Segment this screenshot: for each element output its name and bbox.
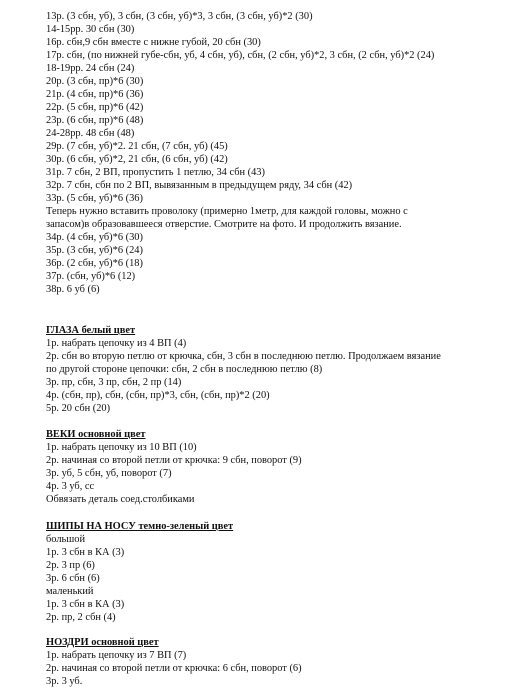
- row-text: 24-28рр. 48 сбн (48): [46, 128, 135, 139]
- row-text: 20р. (3 сбн, пр)*6 (30): [46, 76, 144, 87]
- row-text: 1р. набрать цепочку из 10 ВП (10): [46, 442, 197, 453]
- row-text: 21р. (4 сбн, пр)*6 (36): [46, 89, 144, 100]
- row-text: 5р. 20 сбн (20): [46, 403, 111, 414]
- row-text: по другой стороне цепочки: сбн, 2 сбн в последнюю петлю (8): [46, 364, 323, 375]
- row-text: 3р. 6 сбн (6): [46, 573, 100, 584]
- section-heading-eyelids: ВЕКИ основной цвет: [46, 429, 146, 440]
- subheading-text: маленький: [46, 586, 94, 597]
- eyelids-section: [46, 428, 496, 506]
- row-text: 2р. 3 пр (6): [46, 560, 95, 571]
- row-text: 2р. пр, 2 сбн (4): [46, 612, 116, 623]
- row-text: 1р. набрать цепочку из 7 ВП (7): [46, 650, 187, 661]
- nose-spikes-section: [46, 520, 496, 624]
- row-text: 3р. уб, 5 сбн, уб, поворот (7): [46, 468, 172, 479]
- row-text: 35р. (3 сбн, уб)*6 (24): [46, 245, 143, 256]
- row-text: 2р. начиная со второй петли от крючка: 6 сбн, поворот (6): [46, 663, 302, 674]
- row-text: 23р. (6 сбн, пр)*6 (48): [46, 115, 144, 126]
- row-text: 13р. (3 сбн, уб), 3 сбн, (3 сбн, уб)*3, 3 сбн, (3 сбн, уб)*2 (30): [46, 11, 313, 22]
- row-text: 2р. начиная со второй петли от крючка: 9 сбн, поворот (9): [46, 455, 302, 466]
- row-text: 29р. (7 сбн, уб)*2. 21 сбн, (7 сбн, уб) (45): [46, 141, 228, 152]
- row-text: 2р. сбн во вторую петлю от крючка, сбн, 3 сбн в последнюю петлю. Продолжаем вязание: [46, 351, 441, 362]
- head-rows-section: [46, 10, 496, 296]
- row-text: 32р. 7 сбн, сбн по 2 ВП, вывязанным в предыдущем ряду, 34 сбн (42): [46, 180, 353, 191]
- row-text: 34р. (4 сбн, уб)*6 (30): [46, 232, 143, 243]
- subheading-text: большой: [46, 534, 86, 545]
- section-heading-spikes: ШИПЫ НА НОСУ темно-зеленый цвет: [46, 521, 234, 532]
- row-text: 4р. 3 уб, сс: [46, 481, 95, 492]
- instruction-text: Теперь нужно вставить проволоку (примерно 1метр, для каждой головы, можно с: [46, 206, 408, 217]
- row-text: 3р. пр, сбн, 3 пр, сбн, 2 пр (14): [46, 377, 182, 388]
- row-text: 1р. набрать цепочку из 4 ВП (4): [46, 338, 187, 349]
- nostrils-section: [46, 636, 496, 688]
- section-heading-eyes: ГЛАЗА белый цвет: [46, 325, 136, 336]
- row-text: 1р. 3 сбн в КА (3): [46, 547, 125, 558]
- row-text: 1р. 3 сбн в КА (3): [46, 599, 125, 610]
- eyes-section: [46, 324, 496, 415]
- row-text: 22р. (5 сбн, пр)*6 (42): [46, 102, 144, 113]
- row-text: 33р. (5 сбн, уб)*6 (36): [46, 193, 143, 204]
- row-text: 36р. (2 сбн, уб)*6 (18): [46, 258, 143, 269]
- row-text: 14-15рр. 30 сбн (30): [46, 24, 135, 35]
- row-text: 18-19рр. 24 сбн (24): [46, 63, 135, 74]
- row-text: 16р. сбн,9 сбн вместе с нижне губой, 20 сбн (30): [46, 37, 261, 48]
- row-text: Обвязать деталь соед.столбиками: [46, 494, 195, 505]
- row-text: 31р. 7 сбн, 2 ВП, пропустить 1 петлю, 34 сбн (43): [46, 167, 265, 178]
- row-text: 37р. (сбн, уб)*6 (12): [46, 271, 136, 282]
- row-text: 4р. (сбн, пр), сбн, (сбн, пр)*3, сбн, (сбн, пр)*2 (20): [46, 390, 270, 401]
- instruction-text: запасом)в образовавшееся отверстие. Смотрите на фото. И продолжить вязание.: [46, 219, 402, 230]
- row-text: 3р. 3 уб.: [46, 676, 83, 687]
- section-heading-nostrils: НОЗДРИ основной цвет: [46, 637, 159, 648]
- row-text: 38р. 6 уб (6): [46, 284, 100, 295]
- row-text: 30р. (6 сбн, уб)*2, 21 сбн, (6 сбн, уб) (42): [46, 154, 228, 165]
- row-text: 17р. сбн, (по нижней губе-сбн, уб, 4 сбн, уб), сбн, (2 сбн, уб)*2, 3 сбн, (2 сбн, уб)*2 (24): [46, 50, 435, 61]
